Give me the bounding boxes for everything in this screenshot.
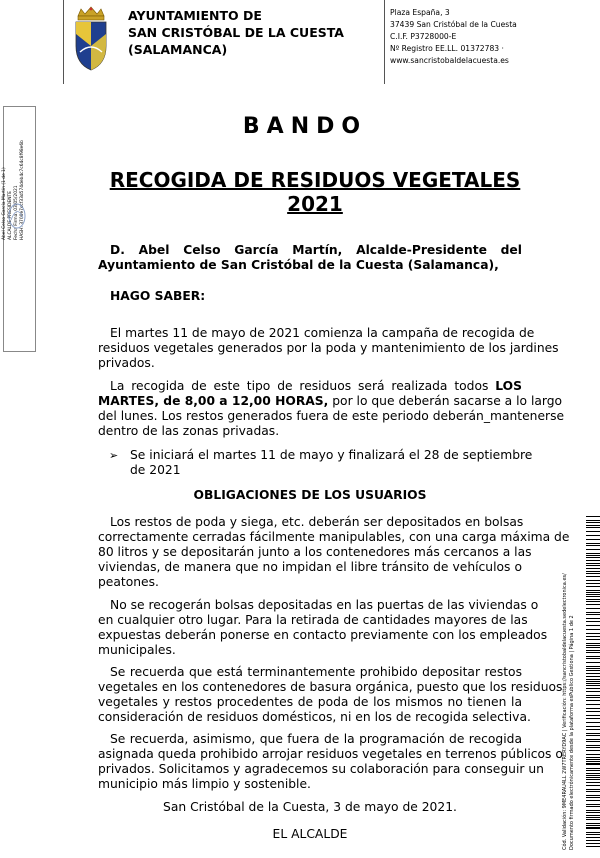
bullet-line2: de 2021	[130, 463, 181, 477]
paragraph-line: dentro de las zonas privadas.	[98, 424, 280, 438]
barcode-bar	[586, 700, 600, 701]
barcode-bar	[586, 759, 600, 760]
paragraph-line: vegetales en los contenedores de basura orgánica, puesto que los residuos	[98, 680, 563, 694]
barcode-bar	[586, 735, 600, 736]
barcode-bar	[586, 633, 600, 634]
barcode-bar	[586, 741, 600, 742]
hago-saber-heading	[110, 289, 534, 304]
bullet-arrow-icon: ➢	[109, 449, 119, 462]
contact-info	[390, 7, 517, 67]
cif-number: C.I.F. P3728000-E	[390, 32, 457, 41]
barcode-bar	[586, 583, 600, 584]
barcode-bar	[586, 668, 600, 669]
schedule-text: por lo que deberán sacarse a lo largo	[328, 394, 563, 408]
barcode-bar	[586, 608, 600, 609]
barcode-bar	[586, 539, 600, 540]
barcode-bar	[586, 571, 600, 572]
schedule-hours-bold: MARTES, de 8,00 a 12,00 HORAS,	[98, 394, 329, 408]
barcode-bar	[586, 676, 600, 677]
barcode-bar	[586, 711, 600, 712]
municipal-crest-icon	[70, 6, 112, 72]
subtitle-line2: 2021	[287, 192, 343, 216]
barcode-bar	[586, 618, 600, 619]
municipality-name-line3: (SALAMANCA)	[128, 42, 228, 57]
paragraph-reminder	[98, 732, 563, 792]
barcode-bar	[586, 812, 600, 813]
barcode-bar	[586, 679, 600, 680]
barcode-bar	[586, 549, 600, 550]
paragraph-no-collection	[98, 598, 548, 658]
hago-saber-text: HAGO SABER:	[110, 289, 206, 303]
date-text: San Cristóbal de la Cuesta, 3 de mayo de 2021.	[163, 800, 457, 814]
barcode-bar	[586, 625, 600, 626]
barcode-bar	[586, 795, 600, 796]
paragraph-line: privados. Solicitamos y agradecemos su colaboración para conseguir un	[98, 762, 544, 776]
verification-line: Cód. Validación: 9ME4RAU4LL 2W7TRERYD9AC | Verificación: https://sancristobaldelacuesta.sedelectronica.es/	[562, 573, 568, 850]
barcode-bar	[586, 639, 600, 640]
barcode-bar	[586, 522, 600, 523]
subtitle-line1: RECOGIDA DE RESIDUOS VEGETALES	[109, 168, 521, 192]
barcode-bar	[586, 773, 600, 774]
barcode-bar	[586, 643, 600, 644]
barcode-bar	[586, 650, 600, 651]
paragraph-line: municipio más limpio y sostenible.	[98, 777, 311, 791]
barcode-bar	[586, 527, 600, 528]
signature-line: HASH: 3700e7ccf33d574deb4c7c64c8f98e6b	[20, 140, 25, 240]
paragraph-bags	[98, 515, 570, 590]
barcode-bar	[586, 763, 600, 765]
paragraph-campaign-start	[98, 326, 559, 371]
address: Plaza España, 3	[390, 8, 450, 17]
barcode-bar	[586, 837, 600, 838]
date-line	[98, 800, 522, 815]
barcode-bar	[586, 715, 600, 716]
barcode-bar	[586, 629, 600, 630]
barcode-bar	[586, 553, 600, 554]
barcode-bar	[586, 557, 600, 558]
document-subtitle	[80, 168, 550, 216]
signature-line: Fecha Firma: 03/05/2021	[14, 185, 19, 240]
registry-number: Nº Registro EE.LL. 01372783 ·	[390, 44, 504, 53]
paragraph-prohibition	[98, 665, 563, 725]
barcode-bar	[586, 614, 600, 615]
barcode-bar	[586, 834, 600, 835]
barcode-bar	[586, 739, 600, 740]
barcode-bar	[586, 683, 600, 684]
signature-line: ALCALDE PRESIDENTE	[8, 191, 13, 240]
barcode-bar	[586, 685, 600, 686]
barcode-bar	[586, 568, 600, 569]
paragraph-line: consideración de residuos domésticos, ni en los de recogida selectiva.	[98, 710, 531, 724]
paragraph-line: Los restos de poda y siega, etc. deberán ser depositados en bolsas	[110, 515, 524, 529]
barcode-bar	[586, 815, 600, 816]
barcode-bar	[586, 670, 600, 671]
paragraph-line: viviendas, de manera que no impidan el libre tránsito de vehículos o	[98, 560, 522, 574]
postal-address: 37439 San Cristóbal de la Cuesta	[390, 20, 517, 29]
paragraph-line: expuestas deberán ponerse en contacto previamente con los empleados	[98, 628, 548, 642]
barcode-bar	[586, 819, 600, 820]
barcode-bar	[586, 636, 600, 637]
barcode-bar	[586, 777, 600, 778]
obligations-heading-text: OBLIGACIONES DE LOS USUARIOS	[193, 488, 427, 502]
barcode-bar	[586, 576, 600, 577]
paragraph-line: No se recogerán bolsas depositadas en las puertas de las viviendas o	[110, 598, 539, 612]
document-title: BANDO	[242, 114, 368, 139]
barcode-bar	[586, 662, 600, 663]
obligations-heading	[98, 488, 522, 503]
barcode-bar	[586, 782, 600, 783]
barcode-bar	[586, 656, 600, 657]
verification-strip-text	[562, 520, 576, 850]
barcode-bar	[586, 658, 600, 659]
paragraph-line: municipales.	[98, 643, 176, 657]
municipality-name-line1: AYUNTAMIENTO DE	[128, 8, 262, 23]
signature-text: EL ALCALDE	[272, 827, 348, 841]
barcode-bar	[586, 596, 600, 597]
barcode-bar	[586, 580, 600, 581]
barcode-bar	[586, 688, 600, 689]
barcode-bar	[586, 545, 600, 546]
barcode-bar	[586, 647, 600, 648]
header-divider-right	[384, 0, 385, 84]
verification-barcode	[586, 516, 600, 848]
barcode-bar	[586, 590, 600, 591]
barcode-bar	[586, 666, 600, 667]
barcode-bar	[586, 722, 600, 723]
barcode-bar	[586, 827, 600, 829]
barcode-bar	[586, 708, 600, 709]
barcode-bar	[586, 586, 600, 587]
intro-paragraph	[98, 243, 522, 273]
header-divider-left	[63, 0, 64, 84]
paragraph-line: 80 litros y se depositarán junto a los contenedores más cercanos a las	[98, 545, 532, 559]
barcode-bar	[586, 612, 600, 613]
barcode-bar	[586, 704, 600, 705]
paragraph-line: El martes 11 de mayo de 2021 comienza la campaña de recogida de	[110, 326, 535, 340]
barcode-bar	[586, 817, 600, 818]
paragraph-line: peatones.	[98, 575, 159, 589]
paragraph-line: correctamente cerradas fácilmente manipulables, con una carga máxima de	[98, 530, 570, 544]
paragraph-line	[98, 394, 563, 409]
verification-line: Documento firmado electrónicamente desde la plataforma esPublico Gestiona | Página 1 de 2	[569, 615, 575, 850]
barcode-bar	[586, 673, 600, 674]
barcode-bar	[586, 747, 600, 748]
barcode-bar	[586, 726, 600, 727]
barcode-bar	[586, 745, 600, 746]
barcode-bar	[586, 810, 600, 811]
schedule-days-bold: LOS	[495, 379, 522, 393]
barcode-bar	[586, 757, 600, 758]
barcode-bar	[586, 823, 600, 824]
barcode-bar	[586, 531, 600, 532]
schedule-text: La recogida de este tipo de residuos será realizada todos	[110, 379, 496, 393]
barcode-bar	[586, 599, 600, 600]
paragraph-line	[98, 379, 522, 394]
barcode-bar	[586, 775, 600, 776]
barcode-bar	[586, 563, 600, 564]
barcode-bar	[586, 645, 600, 646]
municipality-name	[128, 7, 344, 58]
barcode-bar	[586, 695, 600, 696]
barcode-bar	[586, 516, 600, 517]
barcode-bar	[586, 804, 600, 805]
signature-seal-icon	[6, 196, 28, 236]
barcode-bar	[586, 691, 600, 692]
barcode-bar	[586, 789, 600, 790]
paragraph-line: en cualquier otro lugar. Para la retirada de cantidades mayores de las	[98, 613, 528, 627]
paragraph-line: asignada queda prohibido arrojar residuos vegetales en terrenos públicos o	[98, 747, 563, 761]
barcode-bar	[586, 729, 600, 730]
barcode-bar	[586, 601, 600, 602]
barcode-bar	[586, 754, 600, 755]
website: www.sancristobaldelacuesta.es	[390, 56, 509, 65]
barcode-bar	[586, 594, 600, 595]
barcode-bar	[586, 768, 600, 769]
barcode-bar	[586, 681, 600, 682]
barcode-bar	[586, 560, 600, 561]
paragraph-line: Se recuerda que está terminantemente prohibido depositar restos	[110, 665, 522, 679]
barcode-bar	[586, 555, 600, 556]
paragraph-line: del lunes. Los restos generados fuera de este periodo deberán_mantenerse	[98, 409, 565, 423]
barcode-bar	[586, 525, 600, 526]
barcode-bar	[586, 535, 600, 536]
barcode-bar	[586, 843, 600, 844]
barcode-bar	[586, 592, 600, 593]
barcode-bar	[586, 565, 600, 566]
barcode-bar	[586, 761, 600, 762]
paragraph-line: privados.	[98, 356, 155, 370]
barcode-bar	[586, 621, 600, 622]
barcode-bar	[586, 779, 600, 780]
municipality-name-line2: SAN CRISTÓBAL DE LA CUESTA	[128, 25, 344, 40]
intro-line1: D. Abel Celso García Martín, Alcalde-Presidente del	[110, 243, 522, 257]
barcode-bar	[586, 652, 600, 653]
barcode-bar	[586, 697, 600, 698]
barcode-bar	[586, 785, 600, 786]
barcode-bar	[586, 750, 600, 751]
paragraph-line: vegetales y restos procedentes de poda de los mismos no tienen la	[98, 695, 522, 709]
barcode-bar	[586, 800, 600, 801]
barcode-bar	[586, 733, 600, 734]
paragraph-line: residuos vegetales generados por la poda y mantenimiento de los jardines	[98, 341, 559, 355]
paragraph-schedule	[98, 379, 565, 439]
bullet-line1: Se iniciará el martes 11 de mayo y finalizará el 28 de septiembre	[130, 448, 533, 462]
bullet-campaign-dates	[130, 448, 533, 478]
barcode-bar	[586, 520, 600, 521]
barcode-bar	[586, 718, 600, 719]
barcode-bar	[586, 797, 600, 798]
barcode-bar	[586, 840, 600, 841]
barcode-bar	[586, 825, 600, 826]
barcode-bar	[586, 573, 600, 574]
barcode-bar	[586, 806, 600, 807]
barcode-bar	[586, 604, 600, 605]
signature-block	[98, 827, 522, 842]
paragraph-line: Se recuerda, asimismo, que fuera de la programación de recogida	[110, 732, 522, 746]
barcode-bar	[586, 832, 600, 833]
barcode-bar	[586, 846, 600, 847]
barcode-bar	[586, 543, 600, 544]
barcode-bar	[586, 770, 600, 771]
signature-line: Abel Celso García Martín (1 de 1)	[2, 167, 7, 240]
barcode-bar	[586, 791, 600, 792]
intro-line2: Ayuntamiento de San Cristóbal de la Cuesta (Salamanca),	[98, 258, 499, 272]
